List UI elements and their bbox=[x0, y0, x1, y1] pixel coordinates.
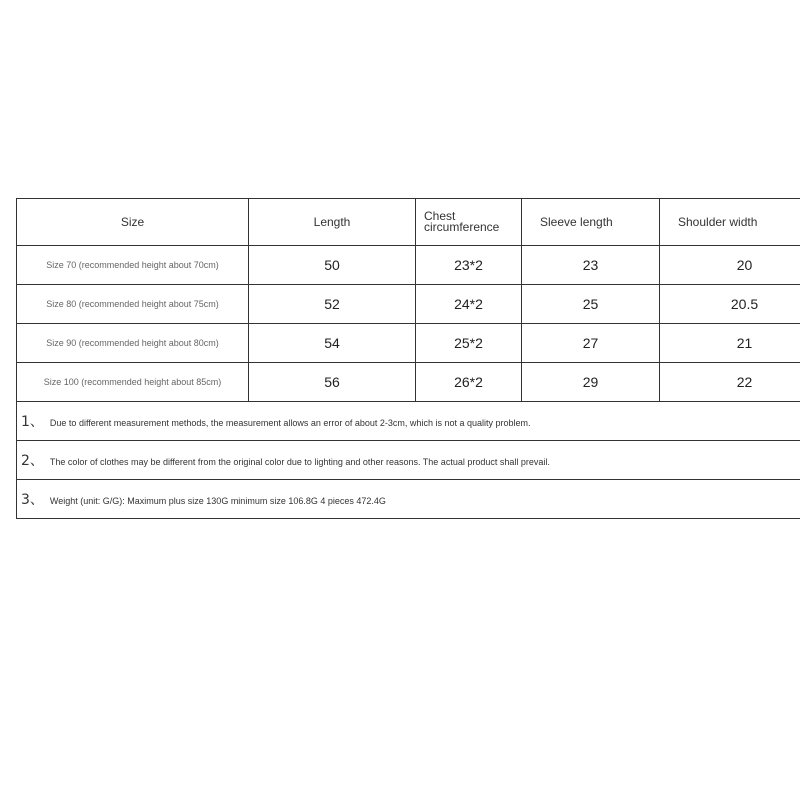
table-row bbox=[17, 324, 800, 363]
shoulder-cell: 22 bbox=[660, 363, 800, 402]
note-number: 3、 bbox=[21, 492, 44, 508]
sleeve-cell: 25 bbox=[522, 285, 660, 324]
note-text: Weight (unit: G/G): Maximum plus size 130G minimum size 106.8G 4 pieces 472.4G bbox=[49, 496, 386, 506]
chest-cell: 24*2 bbox=[416, 285, 522, 324]
note-cell bbox=[17, 441, 800, 480]
chest-cell: 23*2 bbox=[416, 246, 522, 285]
header-size: Size bbox=[17, 199, 249, 246]
header-chest: Chest circumference bbox=[416, 199, 522, 246]
note-text: Due to different measurement methods, the measurement allows an error of about 2-3cm, which is not a quality problem. bbox=[49, 418, 531, 428]
size-cell: Size 90 (recommended height about 80cm) bbox=[17, 324, 249, 363]
shoulder-cell: 21 bbox=[660, 324, 800, 363]
size-cell: Size 70 (recommended height about 70cm) bbox=[17, 246, 249, 285]
sleeve-cell: 27 bbox=[522, 324, 660, 363]
length-cell: 54 bbox=[249, 324, 416, 363]
length-cell: 50 bbox=[249, 246, 416, 285]
shoulder-cell: 20 bbox=[660, 246, 800, 285]
note-row bbox=[17, 402, 800, 441]
table-row bbox=[17, 246, 800, 285]
note-row bbox=[17, 480, 800, 519]
length-cell: 52 bbox=[249, 285, 416, 324]
chest-cell: 25*2 bbox=[416, 324, 522, 363]
header-sleeve: Sleeve length bbox=[522, 199, 660, 246]
note-text: The color of clothes may be different from the original color due to lighting and other reasons. The actual product shall prevail. bbox=[49, 457, 550, 467]
size-cell: Size 100 (recommended height about 85cm) bbox=[17, 363, 249, 402]
chest-cell: 26*2 bbox=[416, 363, 522, 402]
sleeve-cell: 23 bbox=[522, 246, 660, 285]
size-cell: Size 80 (recommended height about 75cm) bbox=[17, 285, 249, 324]
size-chart-table bbox=[16, 198, 800, 519]
table-row bbox=[17, 285, 800, 324]
table-row bbox=[17, 363, 800, 402]
note-row bbox=[17, 441, 800, 480]
shoulder-cell: 20.5 bbox=[660, 285, 800, 324]
header-shoulder: Shoulder width bbox=[660, 199, 800, 246]
header-length: Length bbox=[249, 199, 416, 246]
sleeve-cell: 29 bbox=[522, 363, 660, 402]
table-header-row bbox=[17, 199, 800, 246]
note-cell bbox=[17, 402, 800, 441]
note-number: 2、 bbox=[21, 453, 44, 469]
note-number: 1、 bbox=[21, 414, 44, 430]
length-cell: 56 bbox=[249, 363, 416, 402]
note-cell bbox=[17, 480, 800, 519]
